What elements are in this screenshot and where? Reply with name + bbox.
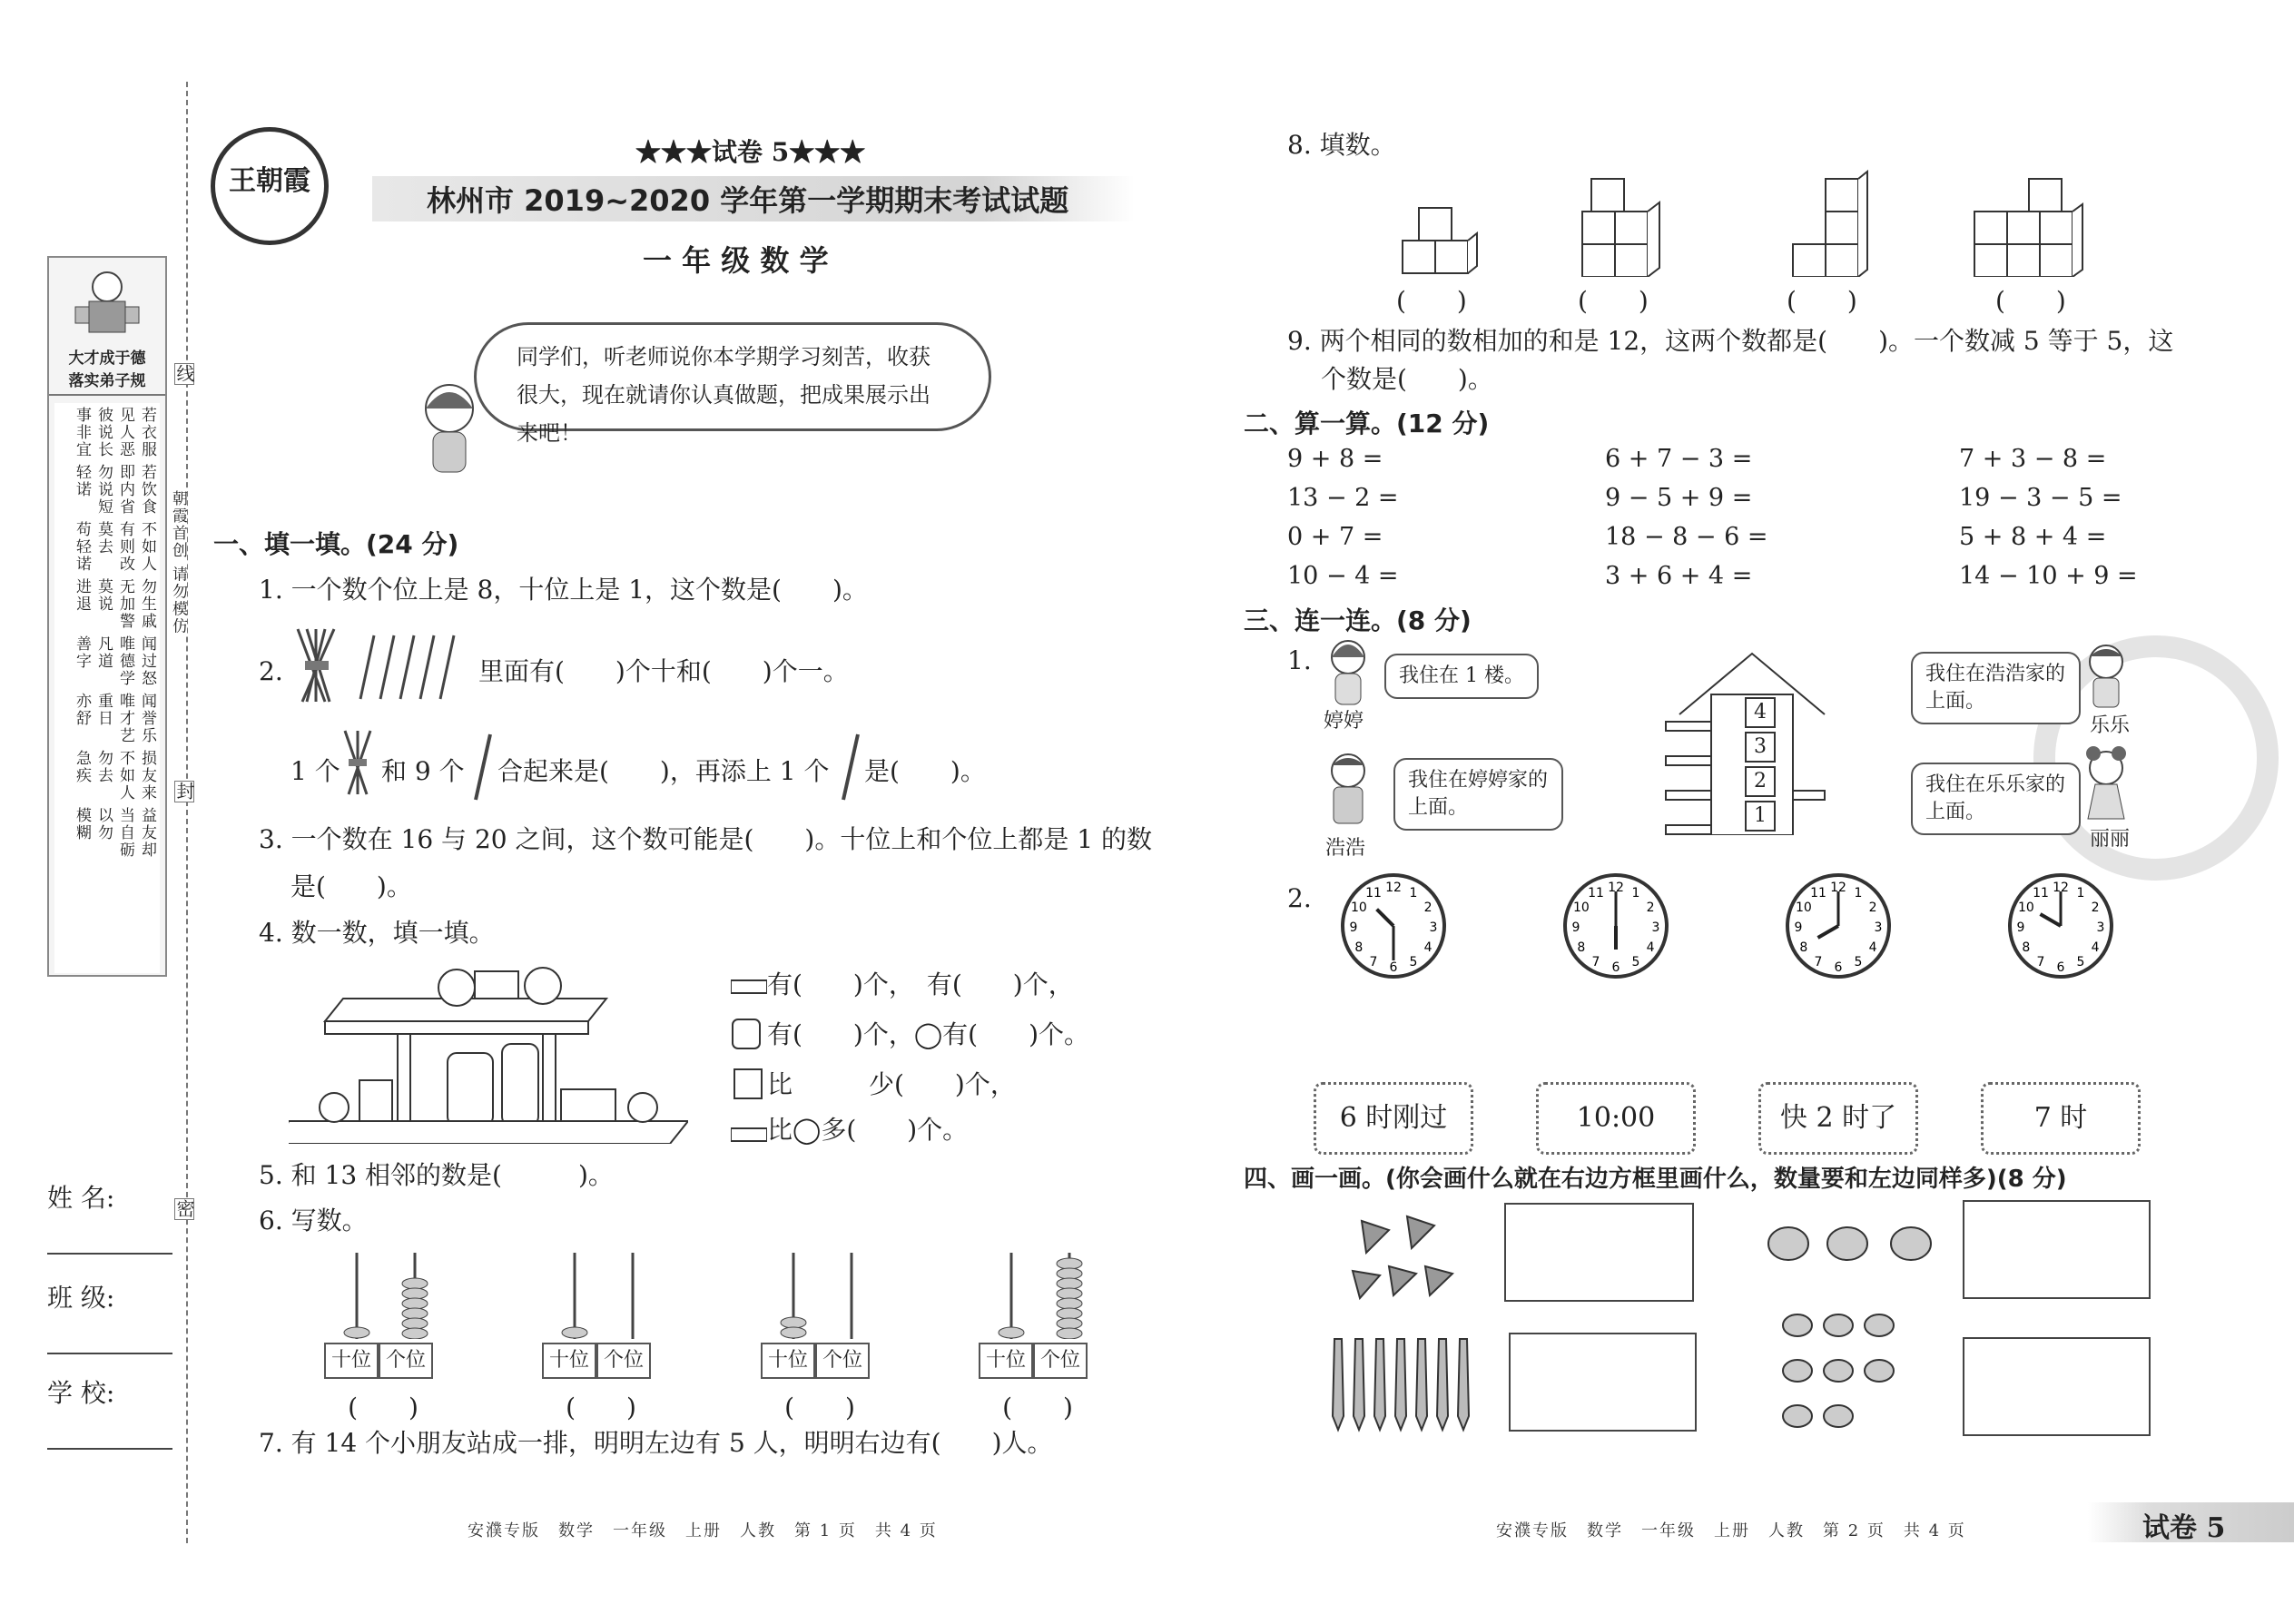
clock-numeral: 10 <box>1795 901 1812 915</box>
corner-tag-text: 试卷 5 <box>2142 1512 2226 1544</box>
maxim-line: 善字 <box>73 635 91 670</box>
maxim-line: 闻过怒 <box>138 635 156 687</box>
right-footer: 安濮专版 数学 一年级 上册 人教 第 2 页 共 4 页 <box>1496 1521 1966 1540</box>
margin-mark-notice: 朝霞首创 请勿模仿 <box>169 490 187 635</box>
q1-text: 1. 一个数个位上是 8，十位上是 1，这个数是( )。 <box>259 575 868 605</box>
maxim-line: 彼说长 <box>94 407 113 458</box>
calc-4-1: 10 − 4 = <box>1287 562 1399 590</box>
q8-text: 8. 填数。 <box>1287 130 1396 160</box>
maxim-line: 不如人 <box>138 521 156 573</box>
clock-numeral: 11 <box>2033 885 2049 901</box>
maxim-line: 以勿 <box>94 807 113 842</box>
lele-speech <box>1911 652 2081 724</box>
maxim-line: 若衣服 <box>138 407 156 458</box>
tens-label: 十位 <box>979 1343 1033 1379</box>
maxim-line: 唯德学 <box>116 635 134 687</box>
clock-numeral: 10 <box>1572 901 1590 915</box>
exam-title: 林州市 2019~2020 学年第一学期期末考试试题 <box>427 183 1069 218</box>
clock-numeral: 8 <box>2022 940 2031 955</box>
clock-numeral: 11 <box>1588 885 1604 901</box>
clock-numeral: 12 <box>1385 881 1402 895</box>
clock-numeral: 9 <box>2016 920 2025 935</box>
class-field[interactable] <box>47 1280 172 1354</box>
name-field[interactable] <box>47 1180 172 1255</box>
shapes-table-figure <box>289 962 688 1144</box>
maxim-line: 见人恶 <box>116 407 134 458</box>
abacus-3 <box>761 1253 879 1426</box>
maxim-line: 当自砺 <box>116 807 134 859</box>
floor-3-label: 3 <box>1754 735 1767 758</box>
q7-text: 7. 有 14 个小朋友站成一排，明明左边有 5 人，明明右边有( )人。 <box>259 1428 1053 1458</box>
floor-3 <box>1745 732 1776 763</box>
clock-numeral: 6 <box>2056 960 2065 975</box>
maxim-line: 凡道 <box>94 635 113 670</box>
carrots-figure <box>1344 1203 1462 1303</box>
brand-logo-text: 王朝霞 <box>229 165 310 197</box>
clock-numeral: 7 <box>1369 955 1378 970</box>
clock-numeral: 4 <box>1423 940 1433 955</box>
margin-mark-line: 线 <box>173 364 195 384</box>
q9-line2: 个数是( )。 <box>1321 364 1493 394</box>
lili-speech <box>1911 763 2081 835</box>
maxim-line: 唯才艺 <box>116 693 134 744</box>
left-footer: 安濮专版 数学 一年级 上册 人教 第 1 页 共 4 页 <box>468 1521 938 1540</box>
lele-speech-text: 我住在浩浩家的上面。 <box>1925 663 2066 713</box>
maxim-line: 亦舒 <box>73 693 91 727</box>
cube-stack-3 <box>1788 168 1870 277</box>
ones-label: 个位 <box>596 1343 651 1379</box>
time-card-3[interactable]: 快 2 时了 <box>1758 1082 1918 1155</box>
brand-logo <box>211 127 329 245</box>
answer-paren: ( ) <box>784 1393 855 1422</box>
q4-line1: 有( )个， 有( )个， <box>767 969 1074 999</box>
stick-bundle-icon <box>289 625 343 706</box>
section1-heading: 一、填一填。(24 分) <box>213 529 459 559</box>
tingting-speech: 我住在 1 楼。 <box>1384 654 1539 699</box>
q3-1-number: 1. <box>1287 645 1312 675</box>
section4-heading: 四、画一画。(你会画什么就在右边方框里画什么，数量要和左边同样多)(8 分) <box>1244 1166 2067 1193</box>
q4-line2: 有( )个，◯有( )个。 <box>767 1019 1090 1049</box>
time-card-4[interactable]: 7 时 <box>1981 1082 2141 1155</box>
clock-4 <box>2006 871 2115 980</box>
loose-sticks-icon <box>356 631 465 704</box>
draw-box-carrots[interactable] <box>1504 1203 1694 1302</box>
q4-text: 4. 数一数，填一填。 <box>259 918 495 948</box>
q8-answer-3: ( ) <box>1787 286 1857 316</box>
floor-1-label: 1 <box>1754 804 1767 827</box>
cube-stack-1 <box>1398 195 1480 277</box>
ones-label: 个位 <box>379 1343 433 1379</box>
floor-4 <box>1745 697 1776 728</box>
q3-line2: 是( )。 <box>290 871 412 901</box>
clock-numeral: 3 <box>2096 920 2105 935</box>
maxim-line: 轻诺 <box>73 464 91 498</box>
clock-numeral: 4 <box>1646 940 1655 955</box>
clock-numeral: 3 <box>1429 920 1438 935</box>
lili-name: 丽丽 <box>2090 828 2131 851</box>
teacher-girl-figure <box>413 381 486 481</box>
maxim-line: 苟轻诺 <box>73 521 91 573</box>
q9-line1: 9. 两个相同的数相加的和是 12，这两个数都是( )。一个数减 5 等于 5，这 <box>1287 326 2174 356</box>
clock-numeral: 9 <box>1794 920 1803 935</box>
calc-3-3: 5 + 8 + 4 = <box>1959 523 2107 551</box>
clock-numeral: 6 <box>1389 960 1398 975</box>
maxim-line: 益友却 <box>138 807 156 859</box>
tens-label: 十位 <box>761 1343 815 1379</box>
floor-4-label: 4 <box>1754 701 1767 723</box>
lele-name: 乐乐 <box>2090 714 2131 737</box>
abacus-rods <box>979 1253 1097 1339</box>
clock-numeral: 3 <box>1874 920 1883 935</box>
pencils-figure <box>1316 1334 1489 1434</box>
class-label: 班 级: <box>47 1283 115 1313</box>
clock-numeral: 2 <box>1646 901 1655 915</box>
clock-numeral: 11 <box>1810 885 1826 901</box>
answer-paren: ( ) <box>348 1393 418 1422</box>
maxim-line: 莫去 <box>94 521 113 556</box>
maxim-line: 不如人 <box>116 750 134 802</box>
answer-paren: ( ) <box>566 1393 636 1422</box>
clock-numeral: 6 <box>1834 960 1843 975</box>
q3-line1: 3. 一个数在 16 与 20 之间，这个数可能是( )。十位上和个位上都是 1 的数 <box>259 824 1152 854</box>
school-field[interactable] <box>47 1375 172 1450</box>
speech-text: 同学们，听老师说你本学期学习刻苦，收获很大，现在就请你认真做题，把成果展示出来吧！ <box>517 344 930 446</box>
q4-line3: 比 少( )个， <box>767 1069 1016 1099</box>
maxim-title2: 落实弟子规 <box>49 368 165 396</box>
calc-3-1: 0 + 7 = <box>1287 523 1383 551</box>
answer-paren: ( ) <box>1002 1393 1073 1422</box>
margin-mark-secret: 密 <box>173 1199 195 1219</box>
clock-numeral: 1 <box>1631 885 1640 901</box>
maxim-line: 莫说 <box>94 578 113 613</box>
maxim-line: 勿去 <box>94 750 113 784</box>
clock-numeral: 2 <box>1868 901 1877 915</box>
clock-numeral: 7 <box>1591 955 1600 970</box>
calc-2-2: 9 − 5 + 9 = <box>1605 484 1753 512</box>
clock-numeral: 12 <box>1608 881 1624 895</box>
calc-2-3: 19 − 3 − 5 = <box>1959 484 2122 512</box>
maxim-line: 勿说短 <box>94 464 113 516</box>
section2-heading: 二、算一算。(12 分) <box>1244 408 1490 438</box>
draw-box-pencils[interactable] <box>1509 1333 1697 1432</box>
tens-label: 十位 <box>542 1343 596 1379</box>
clock-numeral: 1 <box>1409 885 1418 901</box>
single-stick-icon-2 <box>840 731 861 803</box>
abacus-1 <box>324 1253 442 1426</box>
clock-numeral: 8 <box>1799 940 1808 955</box>
q2b-part3: 合起来是( )，再添上 1 个 <box>497 756 830 786</box>
clock-numeral: 5 <box>1409 955 1418 970</box>
clock-numeral: 2 <box>1423 901 1433 915</box>
floor-2-label: 2 <box>1754 770 1767 792</box>
clock-numeral: 4 <box>2091 940 2100 955</box>
clock-numeral: 4 <box>1868 940 1877 955</box>
clock-3 <box>1784 871 1893 980</box>
calc-3-2: 18 − 8 − 6 = <box>1605 523 1768 551</box>
fold-line <box>186 82 188 1543</box>
maxim-line: 勿生戚 <box>138 578 156 630</box>
q5-text: 5. 和 13 相邻的数是( )。 <box>259 1160 614 1190</box>
calc-1-3: 7 + 3 − 8 = <box>1959 445 2107 473</box>
clock-numeral: 8 <box>1577 940 1586 955</box>
q6-text: 6. 写数。 <box>259 1206 368 1235</box>
section3-heading: 三、连一连。(8 分) <box>1244 605 1472 635</box>
maxim-line: 损友来 <box>138 750 156 802</box>
single-stick-icon <box>472 731 494 803</box>
abacus-2 <box>542 1253 660 1426</box>
cube-stack-4 <box>1970 168 2088 277</box>
q8-answer-4: ( ) <box>1995 286 2066 316</box>
clock-numeral: 7 <box>1814 955 1823 970</box>
maxim-line: 急疾 <box>73 750 91 784</box>
q2b-part1: 1 个 <box>290 756 340 786</box>
haohao-name: 浩浩 <box>1325 837 1366 860</box>
ones-label: 个位 <box>1033 1343 1088 1379</box>
school-label: 学 校: <box>47 1378 115 1408</box>
clock-numeral: 8 <box>1354 940 1364 955</box>
maxim-line: 模糊 <box>73 807 91 842</box>
floor-2 <box>1745 766 1776 797</box>
clock-numeral: 5 <box>2076 955 2085 970</box>
maxim-text <box>54 403 160 973</box>
draw-box-butterflies[interactable] <box>1963 1200 2151 1299</box>
tingting-name: 婷婷 <box>1324 710 1364 733</box>
maxim-line: 进退 <box>73 578 91 613</box>
maxim-line: 重日 <box>94 693 113 727</box>
stick-bundle-small-icon <box>338 726 378 799</box>
haohao-speech-text: 我住在婷婷家的上面。 <box>1408 769 1549 819</box>
maxim-line: 若饮食 <box>138 464 156 516</box>
clock-2 <box>1561 871 1670 980</box>
clock-numeral: 2 <box>2091 901 2100 915</box>
abacus-4 <box>979 1253 1097 1426</box>
clock-numeral: 9 <box>1571 920 1580 935</box>
clock-numeral: 10 <box>2017 901 2034 915</box>
calc-1-1: 9 + 8 = <box>1287 445 1383 473</box>
ones-label: 个位 <box>815 1343 870 1379</box>
name-label: 姓 名: <box>47 1183 115 1213</box>
haohao-speech <box>1393 758 1563 831</box>
time-card-1[interactable]: 6 时刚过 <box>1314 1082 1473 1155</box>
time-card-2[interactable]: 10:00 <box>1536 1082 1696 1155</box>
shape-icons-column <box>731 969 767 1151</box>
maxim-line: 即内省 <box>116 464 134 516</box>
floor-1 <box>1745 801 1776 832</box>
clock-1 <box>1339 871 1448 980</box>
calc-4-3: 14 − 10 + 9 = <box>1959 562 2138 590</box>
lili-figure <box>2079 744 2133 822</box>
clock-numeral: 7 <box>2036 955 2045 970</box>
abacus-rods <box>542 1253 660 1339</box>
clock-numeral: 5 <box>1854 955 1863 970</box>
clock-numeral: 6 <box>1611 960 1620 975</box>
clock-numeral: 3 <box>1651 920 1660 935</box>
calc-4-2: 3 + 6 + 4 = <box>1605 562 1753 590</box>
maxim-line: 无加警 <box>116 578 134 630</box>
lili-speech-text: 我住在乐乐家的上面。 <box>1925 773 2066 823</box>
clock-numeral: 11 <box>1365 885 1382 901</box>
calc-1-2: 6 + 7 − 3 = <box>1605 445 1753 473</box>
maxim-line: 闻誉乐 <box>138 693 156 744</box>
clock-numeral: 5 <box>1631 955 1640 970</box>
speech-cloud <box>474 322 991 446</box>
lele-figure <box>2079 640 2133 713</box>
q2-number: 2. <box>259 656 283 686</box>
q2b-part4: 是( )。 <box>864 756 986 786</box>
q2-text: 里面有( )个十和( )个一。 <box>478 656 849 686</box>
maxim-line: 有则改 <box>116 521 134 573</box>
q3-2-number: 2. <box>1287 883 1312 913</box>
exam-tag: ★★★试卷 5★★★ <box>635 137 866 167</box>
clock-numeral: 10 <box>1350 901 1367 915</box>
tingting-figure <box>1321 635 1375 708</box>
draw-box-fish[interactable] <box>1963 1337 2151 1436</box>
margin-mark-seal: 封 <box>173 782 195 802</box>
clock-numeral: 9 <box>1349 920 1358 935</box>
abacus-rods <box>324 1253 442 1339</box>
maxim-line: 事非宜 <box>73 407 91 458</box>
mascot-figure <box>66 267 148 340</box>
calc-2-1: 13 − 2 = <box>1287 484 1399 512</box>
maxim-panel <box>47 256 167 977</box>
clock-numeral: 1 <box>2076 885 2085 901</box>
tens-label: 十位 <box>324 1343 379 1379</box>
q8-answer-1: ( ) <box>1396 286 1467 316</box>
clock-numeral: 1 <box>1854 885 1863 901</box>
q8-answer-2: ( ) <box>1578 286 1649 316</box>
clock-numeral: 12 <box>1830 881 1846 895</box>
clock-numeral: 12 <box>2053 881 2069 895</box>
exam-subtitle: 一 年 级 数 学 <box>643 243 829 278</box>
abacus-rods <box>761 1253 879 1339</box>
q4-line4: 比◯多( )个。 <box>767 1115 969 1145</box>
maxim-title1: 大才成于德 <box>68 349 146 368</box>
butterflies-figure <box>1766 1216 1947 1280</box>
q2b-part2: 和 9 个 <box>381 756 465 786</box>
cube-stack-2 <box>1578 168 1669 277</box>
haohao-figure <box>1321 749 1375 831</box>
fish-figure <box>1779 1307 1897 1443</box>
